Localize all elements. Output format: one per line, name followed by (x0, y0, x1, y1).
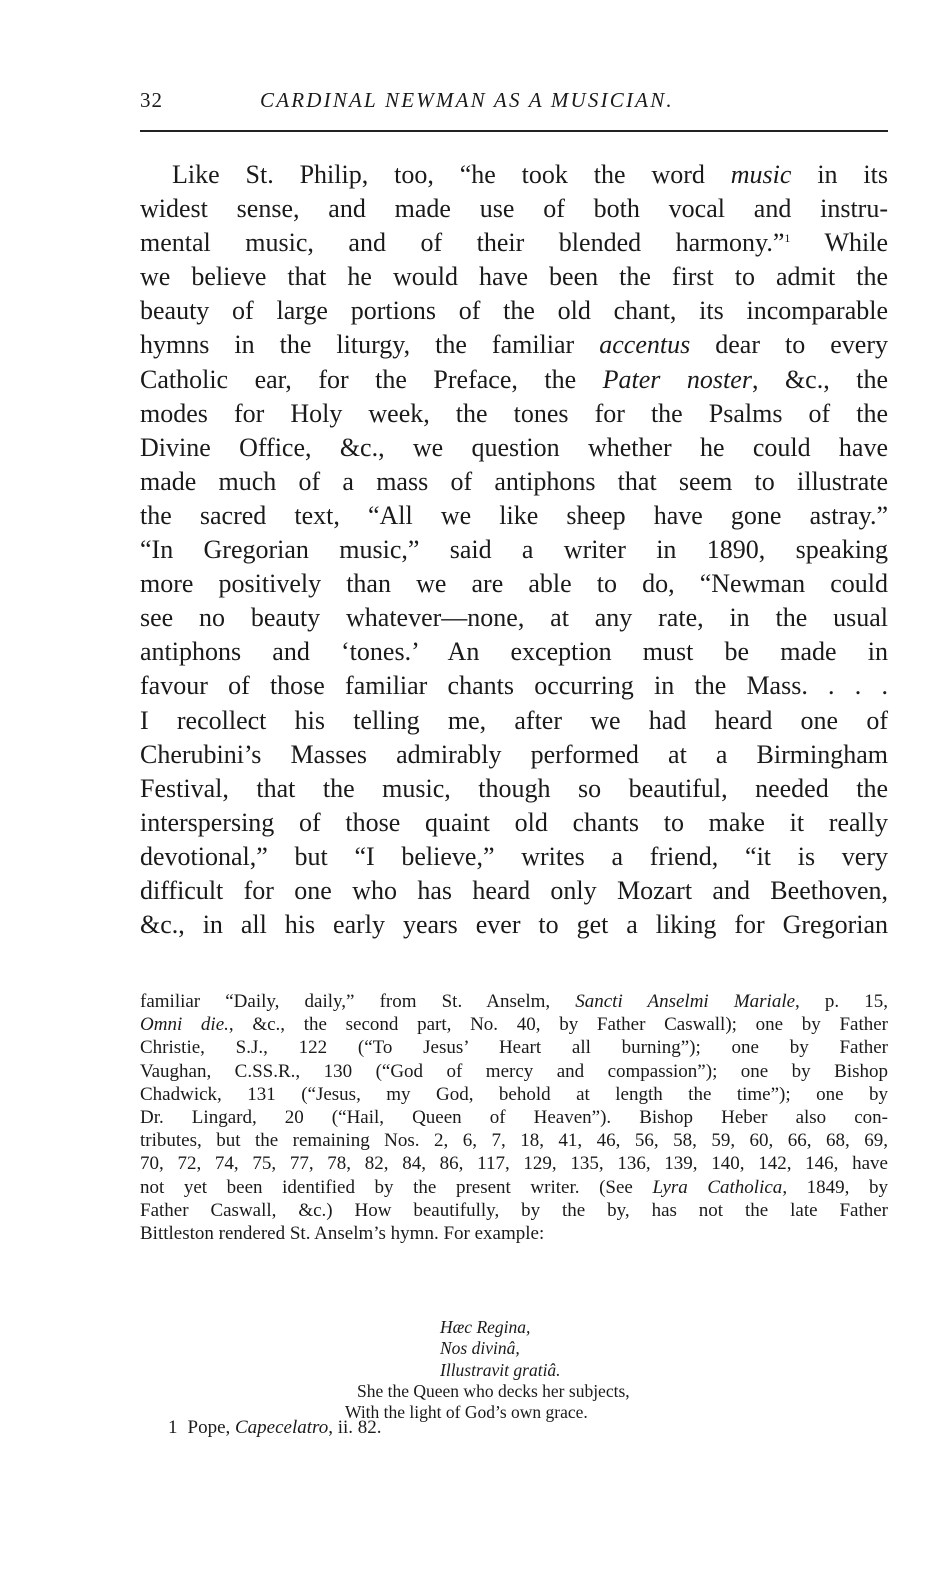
page-number: 32 (140, 88, 163, 112)
footnote-work: Capecelatro (235, 1417, 329, 1438)
text-line (140, 192, 888, 226)
text-line (140, 1152, 888, 1175)
text-line (140, 1222, 888, 1245)
footnote (168, 1417, 382, 1439)
text-run: in its (791, 160, 888, 189)
text-line (140, 226, 888, 260)
text-run: difficult for one who has heard only Mozart and Beethoven, (140, 875, 888, 905)
text-line (140, 635, 888, 669)
verse-latin-line: Nos divinâ, (440, 1338, 520, 1359)
text-line (140, 601, 888, 635)
text-line (140, 1036, 888, 1059)
header-rule (140, 130, 888, 132)
text-run: Vaughan, C.SS.R., 130 (“God of mercy and compassion”); one by Bishop (140, 1060, 888, 1082)
text-run: Festival, that the music, though so beautiful, needed the (140, 773, 888, 803)
text-run: , 1849, by (782, 1176, 889, 1198)
text-run: 70, 72, 74, 75, 77, 78, 82, 84, 86, 117, 129, 135, 136, 139, 140, 142, 146, have (140, 1153, 888, 1175)
footnote-marker: 1 (168, 1417, 178, 1438)
text-run: &c., in all his early years ever to get a liking for Gregorian (140, 910, 888, 940)
footnote-author: Pope, (187, 1417, 235, 1438)
text-run: While (790, 228, 889, 258)
text-line (140, 533, 888, 567)
footnote-reference: 1 (784, 231, 791, 246)
hymn-verse (345, 1317, 745, 1423)
text-line (140, 669, 888, 703)
text-run: see no beauty whatever—none, at any rate, in the usual (140, 603, 888, 633)
text-line (140, 990, 888, 1013)
text-run: favour of those familiar chants occurring in the Mass. . . . (140, 671, 888, 701)
text-line (140, 874, 888, 908)
text-run: “In Gregorian music,” said a writer in 1890, speaking (140, 535, 888, 565)
text-line (140, 840, 888, 874)
text-run: Chadwick, 131 (“Jesus, my God, behold at length the time”); one by (140, 1083, 888, 1105)
text-run: interspersing of those quaint old chants to make it really (140, 807, 888, 837)
text-line (140, 294, 888, 328)
verse-latin-line: Hæc Regina, (440, 1317, 531, 1337)
text-line (140, 1129, 888, 1152)
italic-text: music (730, 160, 792, 189)
text-line (140, 260, 888, 294)
text-line (140, 363, 888, 397)
text-run: hymns in the liturgy, the familiar (140, 330, 600, 360)
text-line (140, 1060, 888, 1083)
text-line (140, 328, 888, 362)
italic-text: accentus (599, 330, 691, 360)
text-run: Cherubini’s Masses admirably performed at a Birmingham (140, 739, 888, 769)
text-line (140, 397, 888, 431)
text-run: beauty of large portions of the old chant, its incomparable (140, 296, 888, 326)
text-line (140, 1199, 888, 1222)
text-line (140, 772, 888, 806)
text-run: Catholic ear, for the Preface, the (140, 364, 603, 394)
verse-english-line: She the Queen who decks her subjects, (357, 1380, 630, 1401)
text-run: tributes, but the remaining Nos. 2, 6, 7, 18, 41, 46, 56, 58, 59, 60, 66, 68, 69, (140, 1130, 888, 1152)
text-line (140, 908, 888, 942)
text-line (140, 431, 888, 465)
text-run: more positively than we are able to do, “Newman could (140, 569, 888, 599)
text-run: mental music, and of their blended harmony.” (140, 228, 785, 258)
text-run: made much of a mass of antiphons that seem to illustrate (140, 466, 888, 496)
text-line (140, 158, 888, 192)
text-run: the sacred text, “All we like sheep have gone astray.” (140, 500, 888, 530)
italic-text: Pater noster (602, 364, 752, 394)
text-run: Dr. Lingard, 20 (“Hail, Queen of Heaven”). Bishop Heber also con- (140, 1106, 888, 1128)
footnote-rest: , ii. 82. (328, 1417, 382, 1438)
text-run: , &c., the second part, No. 40, by Father Caswall); one by Father (228, 1014, 889, 1036)
text-run: , p. 15, (795, 991, 888, 1012)
italic-text: Sancti Anselmi Mariale (575, 991, 796, 1012)
text-run: Divine Office, &c., we question whether he could have (140, 432, 888, 462)
text-run: not yet been identified by the present writer. (See (140, 1176, 653, 1198)
text-run: Like St. Philip, too, “he took the word (172, 160, 731, 189)
text-run: Father Caswall, &c.) How beautifully, by the by, has not the late Father (140, 1199, 888, 1221)
text-line (140, 738, 888, 772)
verse-english-line: With the light of God’s own grace. (345, 1402, 588, 1423)
text-line (140, 1013, 888, 1036)
text-line (140, 1176, 888, 1199)
text-run: familiar “Daily, daily,” from St. Anselm, (140, 991, 576, 1012)
text-run: Bittleston rendered St. Anselm’s hymn. For example: (140, 1222, 545, 1244)
text-line (140, 704, 888, 738)
text-line (140, 567, 888, 601)
running-header (140, 88, 888, 122)
text-run: modes for Holy week, the tones for the Psalms of the (140, 398, 888, 428)
text-run: antiphons and ‘tones.’ An exception must be made in (140, 637, 888, 667)
text-run: widest sense, and made use of both vocal and instru- (140, 194, 888, 224)
continued-note (140, 990, 888, 1245)
text-run: , &c., the (751, 364, 888, 394)
italic-text: Omni die. (140, 1014, 229, 1036)
text-run: I recollect his telling me, after we had heard one of (140, 705, 888, 735)
verse-latin-line: Illustravit gratiâ. (440, 1359, 561, 1380)
text-run: Christie, S.J., 122 (“To Jesus’ Heart all burning”); one by Father (140, 1037, 888, 1059)
text-line (140, 1106, 888, 1129)
italic-text: Lyra Catholica (652, 1176, 783, 1198)
text-run: dear to every (690, 330, 888, 360)
text-run: we believe that he would have been the first to admit the (140, 262, 888, 292)
text-line (140, 465, 888, 499)
text-line (140, 806, 888, 840)
text-run: devotional,” but “I believe,” writes a friend, “it is very (140, 841, 888, 871)
running-title: CARDINAL NEWMAN AS A MUSICIAN. (260, 88, 674, 112)
text-line (140, 1083, 888, 1106)
main-text (140, 158, 888, 942)
text-line (140, 499, 888, 533)
